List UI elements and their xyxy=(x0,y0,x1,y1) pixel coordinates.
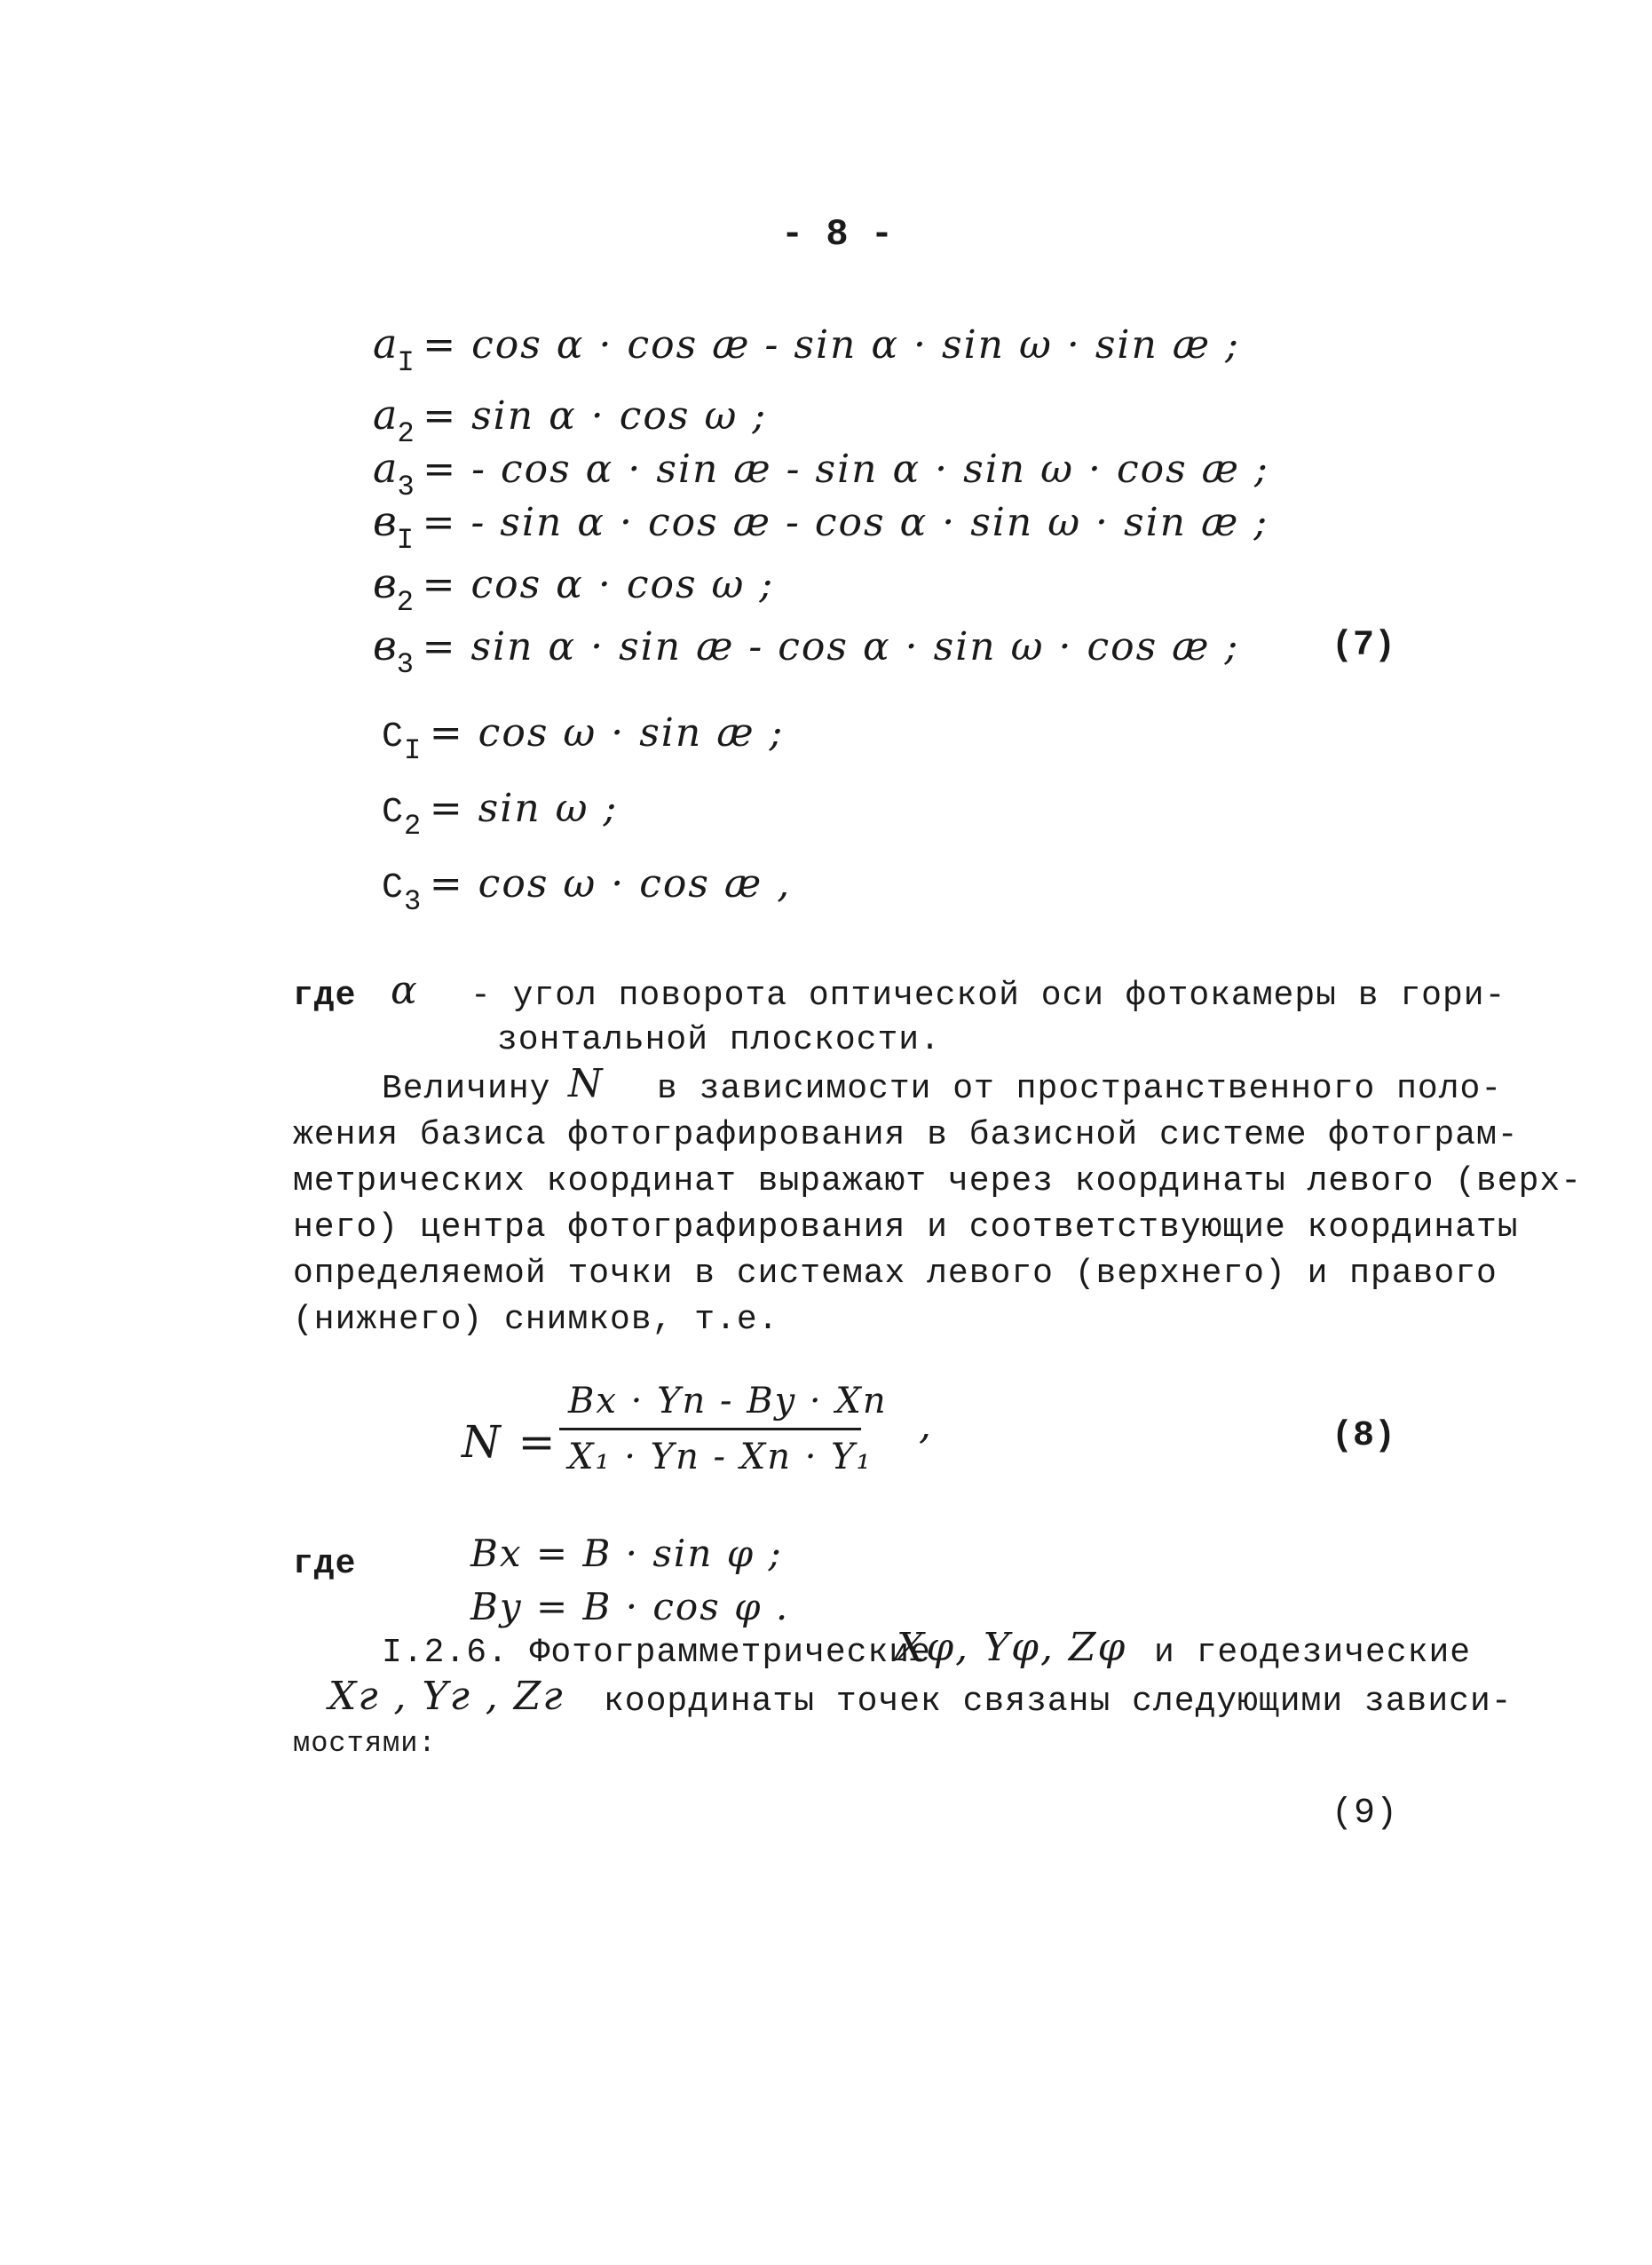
formula-subscript: 2 xyxy=(404,810,422,843)
where-label: где xyxy=(293,977,357,1015)
formula-subscript: 3 xyxy=(404,885,422,918)
formula8-comma: , xyxy=(919,1403,933,1448)
formula-lhs: a xyxy=(373,444,398,492)
formula-lhs: C xyxy=(382,717,405,757)
paragraph1-line1-start: Величину xyxy=(382,1070,551,1108)
formula-row-a3 xyxy=(373,444,1269,503)
formula-row-a1 xyxy=(373,320,1240,379)
formula-lhs: в xyxy=(373,497,397,545)
formula-row-c3 xyxy=(382,861,792,918)
formula-row-c1 xyxy=(382,710,785,767)
formula-rhs: = - cos α · sin æ - sin α · sin ω · cos æ ; xyxy=(423,447,1269,492)
paragraph1-line4: него) центра фотографирования и соответствующие координаты xyxy=(293,1208,1519,1247)
formula-subscript: I xyxy=(397,346,415,379)
formula-lhs: в xyxy=(373,622,397,669)
formula-rhs: = cos α · cos æ - sin α · sin ω · sin æ ; xyxy=(423,322,1240,368)
formula-lhs: C xyxy=(382,868,405,908)
formula-lhs: a xyxy=(373,391,398,439)
formula-rhs: = sin α · sin æ - cos α · sin ω · cos æ ; xyxy=(422,624,1240,669)
formula-row-b2 xyxy=(373,559,775,619)
paragraph2-line3: мостями: xyxy=(293,1727,437,1760)
equation-number-8: (8) xyxy=(1332,1416,1396,1456)
formula-rhs: = sin ω ; xyxy=(429,786,619,831)
n-symbol: N xyxy=(568,1061,605,1106)
formula-rhs: = cos ω · cos æ , xyxy=(429,861,792,907)
formula-rhs: = cos α · cos ω ; xyxy=(422,562,775,607)
formula-rhs: = - sin α · cos æ - cos α · sin ω · sin æ ; xyxy=(422,500,1269,545)
formula-subscript: I xyxy=(404,734,422,767)
formula-row-c2 xyxy=(382,786,619,843)
formula-rhs: = cos ω · sin æ ; xyxy=(429,710,785,756)
by-definition: By = B · cos φ . xyxy=(470,1585,790,1628)
paragraph2-line1-start: I.2.6. Фотограмметрические xyxy=(382,1634,931,1672)
formula8-numerator: Bx · Yn - By · Xn xyxy=(568,1381,888,1422)
formula-row-a2 xyxy=(373,391,768,450)
bx-definition: Bx = B · sin φ ; xyxy=(470,1532,783,1575)
paragraph1-line3: метрических координат выражают через координаты левого (верх- xyxy=(293,1162,1583,1200)
fraction-bar xyxy=(559,1428,861,1430)
formula-lhs: C xyxy=(382,793,405,833)
formula-row-b1 xyxy=(373,497,1269,557)
formula8-lhs: N = xyxy=(462,1416,557,1468)
where-definition-line2: зонтальной плоскости. xyxy=(497,1021,941,1059)
formula-rhs: = sin α · cos ω ; xyxy=(423,393,768,439)
formula-subscript: 3 xyxy=(396,648,414,681)
formula-subscript: 3 xyxy=(397,471,415,503)
where-definition-line1: - угол поворота оптической оси фотокамеры в гори- xyxy=(470,977,1506,1015)
photogrammetric-coords: Xφ, Yφ, Zφ xyxy=(897,1625,1127,1670)
where2-label: где xyxy=(293,1545,357,1583)
paragraph2-line2: координаты точек связаны следующими зависи- xyxy=(604,1683,1513,1721)
paragraph1-line2: жения базиса фотографирования в базисной системе фотограм- xyxy=(293,1116,1519,1154)
paragraph1-line6: (нижнего) снимков, т.е. xyxy=(293,1301,779,1339)
geodetic-coords: Xг , Yг , Zг xyxy=(328,1674,565,1719)
page-number: - 8 - xyxy=(781,213,894,256)
paragraph1-line1-end: в зависимости от пространственного поло- xyxy=(657,1070,1503,1108)
formula8-denominator: X₁ · Yn - Xn · Y₁ xyxy=(568,1437,873,1477)
alpha-symbol: α xyxy=(391,968,419,1013)
paragraph1-line5: определяемой точки в системах левого (верхнего) и правого xyxy=(293,1255,1498,1293)
formula-row-b3 xyxy=(373,622,1240,681)
equation-number-7: (7) xyxy=(1332,626,1396,666)
paragraph2-line1-end: и геодезические xyxy=(1154,1634,1472,1672)
equation-number-9: (9) xyxy=(1332,1794,1399,1833)
formula-subscript: I xyxy=(396,524,414,557)
formula-lhs: в xyxy=(373,559,397,607)
formula-lhs: a xyxy=(373,320,398,368)
formula-subscript: 2 xyxy=(396,586,414,619)
formula-subscript: 2 xyxy=(397,417,415,450)
